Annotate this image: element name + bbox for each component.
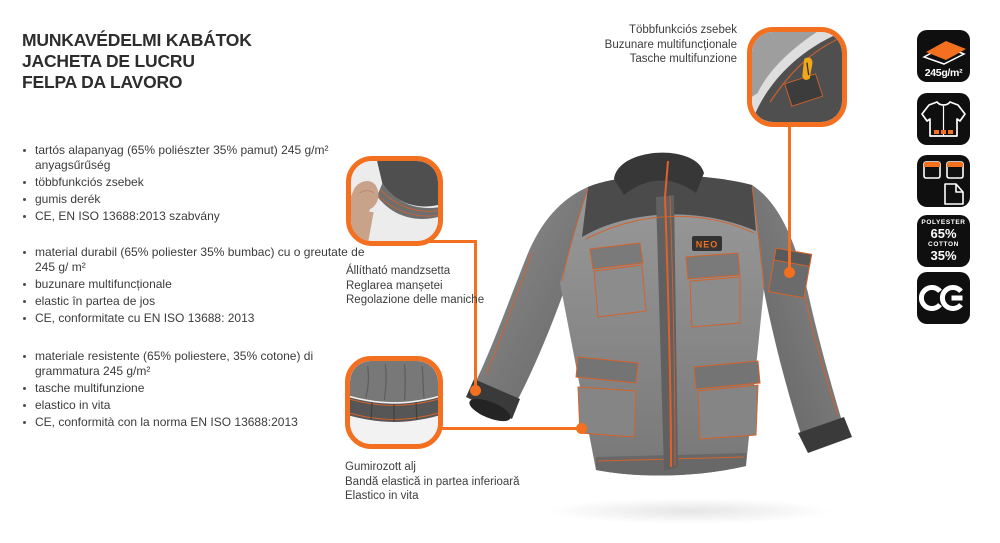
page-title xyxy=(22,30,252,93)
feature-list-hungarian xyxy=(20,143,368,226)
list-item xyxy=(20,311,368,326)
composition-material-2: COTTON xyxy=(928,241,959,248)
caption-line: Regolazione delle maniche xyxy=(346,294,485,306)
connector-hem-line xyxy=(440,427,582,430)
pocket-detail-thumb xyxy=(747,27,847,127)
callout-cuff-label xyxy=(346,264,484,308)
list-item xyxy=(20,349,368,379)
caption-line: Reglarea manșetei xyxy=(346,279,443,292)
jacket-outline-icon xyxy=(917,93,970,145)
ce-mark-icon xyxy=(917,272,970,324)
title-line-it: FELPA DA LAVORO xyxy=(22,72,183,92)
caption-line: Tasche multifunzione xyxy=(629,53,737,65)
list-item xyxy=(20,192,368,207)
list-item xyxy=(20,245,368,275)
jacket-right-sleeve xyxy=(752,185,842,437)
list-item xyxy=(20,209,368,224)
connector-cuff-dot xyxy=(470,385,481,396)
caption-line: Állítható mandzsetta xyxy=(346,265,451,277)
list-item-text: elastic în partea de jos xyxy=(35,294,156,308)
bullet-dot xyxy=(23,283,26,286)
cuff-detail-photo xyxy=(351,161,438,241)
connector-cuff-line-v xyxy=(474,240,477,390)
bullet-dot xyxy=(23,404,26,407)
bullet-dot xyxy=(23,198,26,201)
bullet-dot xyxy=(23,149,26,152)
list-item xyxy=(20,415,368,430)
bullet-dot xyxy=(23,251,26,254)
caption-line: Elastico in vita xyxy=(345,490,419,502)
caption-line: Többfunkciós zsebek xyxy=(628,24,737,36)
list-item-text: tasche multifunzione xyxy=(35,381,145,395)
pocket-detail-photo xyxy=(752,32,842,122)
bullet-dot xyxy=(23,181,26,184)
feature-list-romanian xyxy=(20,245,368,328)
caption-line: Gumirozott alj xyxy=(345,461,416,473)
list-item-text: CE, conformitate cu EN ISO 13688: 2013 xyxy=(35,311,255,325)
callout-hem-label xyxy=(345,460,520,504)
connector-pockets-line xyxy=(788,126,791,272)
list-item-text: CE, EN ISO 13688:2013 szabvány xyxy=(35,209,220,223)
fabric-layers-icon xyxy=(917,33,970,67)
pockets-icon xyxy=(917,155,970,207)
bullet-dot xyxy=(23,317,26,320)
hem-detail-photo xyxy=(350,361,438,444)
title-line-hu: MUNKAVÉDELMI KABÁTOK xyxy=(22,30,252,50)
connector-pockets-dot xyxy=(784,267,795,278)
composition-text xyxy=(917,215,970,267)
hem-detail-thumb xyxy=(345,356,443,449)
list-item-text: gumis derék xyxy=(35,192,101,206)
connector-cuff-line-h xyxy=(428,240,477,243)
list-item xyxy=(20,175,368,190)
composition-percent-1: 65% xyxy=(930,226,957,241)
list-item-text: tartós alapanyag (65% poliészter 35% pamut) 245 g/m² anyagsűrűség xyxy=(35,143,329,172)
badge-jacket-type xyxy=(917,93,970,145)
fabric-weight-value: 245g/m² xyxy=(924,67,963,79)
list-item xyxy=(20,294,368,309)
bullet-dot xyxy=(23,215,26,218)
connector-hem-dot xyxy=(576,423,587,434)
bullet-dot xyxy=(23,421,26,424)
list-item-text: buzunare multifuncționale xyxy=(35,277,172,291)
caption-line: Bandă elastică in partea inferioară xyxy=(345,475,520,488)
list-item-text: elastico in vita xyxy=(35,398,111,412)
title-line-ro: JACHETA DE LUCRU xyxy=(22,51,195,71)
list-item xyxy=(20,381,368,396)
feature-list-italian xyxy=(20,349,368,432)
badge-composition xyxy=(917,215,970,267)
cuff-detail-thumb xyxy=(346,156,443,246)
list-item xyxy=(20,398,368,413)
bullet-dot xyxy=(23,300,26,303)
composition-percent-2: 35% xyxy=(930,248,957,263)
list-item xyxy=(20,277,368,292)
composition-material-1: POLYESTER xyxy=(921,219,966,226)
bullet-dot xyxy=(23,355,26,358)
caption-line: Buzunare multifuncționale xyxy=(604,38,737,51)
badge-multifunction-pockets xyxy=(917,155,970,207)
badge-fabric-weight xyxy=(917,30,970,82)
list-item-text: materiale resistente (65% poliestere, 35% cotone) di grammatura 245 g/m² xyxy=(35,349,314,378)
bullet-dot xyxy=(23,387,26,390)
list-item-text: többfunkciós zsebek xyxy=(35,175,144,189)
list-item xyxy=(20,143,368,173)
badge-ce-mark xyxy=(917,272,970,324)
list-item-text: CE, conformità con la norma EN ISO 13688:2013 xyxy=(35,415,298,429)
list-item-text: material durabil (65% poliester 35% bumbac) cu o greutate de 245 g/ m² xyxy=(35,245,365,274)
brand-logo-text: NEO xyxy=(695,239,719,250)
callout-pockets-label xyxy=(605,23,737,67)
